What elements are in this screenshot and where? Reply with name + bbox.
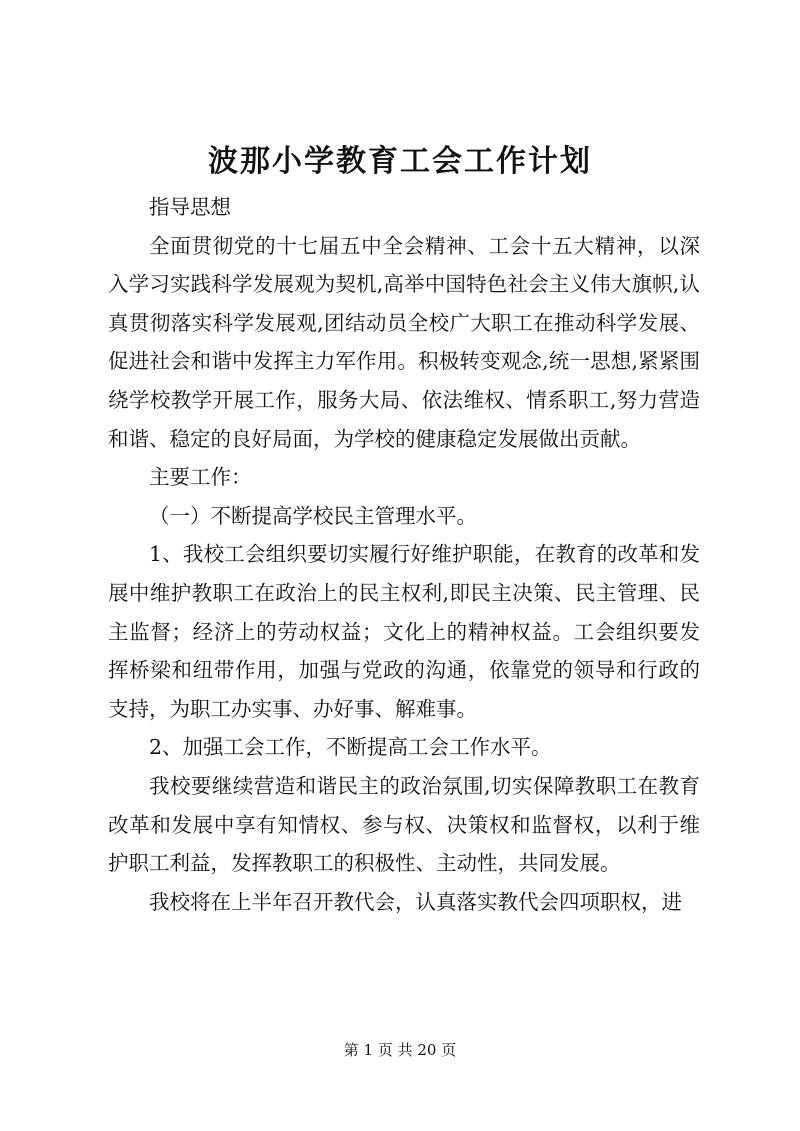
paragraph-congress: 我校将在上半年召开教代会，认真落实教代会四项职权，进 bbox=[149, 889, 682, 914]
paragraph-section-one: （一）不断提高学校民主管理水平。 bbox=[149, 503, 477, 528]
document-title: 波那小学教育工会工作计划 bbox=[208, 144, 592, 179]
paragraph-item-one: 1、我校工会组织要切实履行好维护职能，在教育的改革和发展中维护教职工在政治上的民主权利,即民主决策、民主管理、民主监督；经济上的劳动权益；文化上的精神权益。工会组织要发挥桥梁和纽带作用，加强与党政的沟通，依靠党的领导和行政的支持，为职工办实事、办好事、解难事。 bbox=[108, 542, 700, 721]
paragraph-guiding-thought: 全面贯彻党的十七届五中全会精神、工会十五大精神，以深入学习实践科学发展观为契机,高举中国特色社会主义伟大旗帜,认真贯彻落实科学发展观,团结动员全校广大职工在推动科学发展、促进社会和谐中发挥主力军作用。积极转变观念,统一思想,紧紧围绕学校教学开展工作，服务大局、依法维权、情系职工,努力营造和谐、稳定的良好局面，为学校的健康稳定发展做出贡献。 bbox=[108, 233, 700, 451]
page-footer: 第 1 页 共 20 页 bbox=[343, 1041, 457, 1059]
paragraph-heading-main-work: 主要工作： bbox=[149, 465, 252, 490]
paragraph-heading-guiding-thought: 指导思想 bbox=[149, 195, 231, 219]
paragraph-item-two: 2、加强工会工作，不断提高工会工作水平。 bbox=[149, 735, 552, 760]
document-body bbox=[108, 188, 700, 921]
paragraph-democratic-atmosphere: 我校要继续营造和谐民主的政治氛围,切实保障教职工在教育改革和发展中享有知情权、参与权、决策权和监督权，以利于维护职工利益，发挥教职工的积极性、主动性，共同发展。 bbox=[108, 773, 700, 876]
